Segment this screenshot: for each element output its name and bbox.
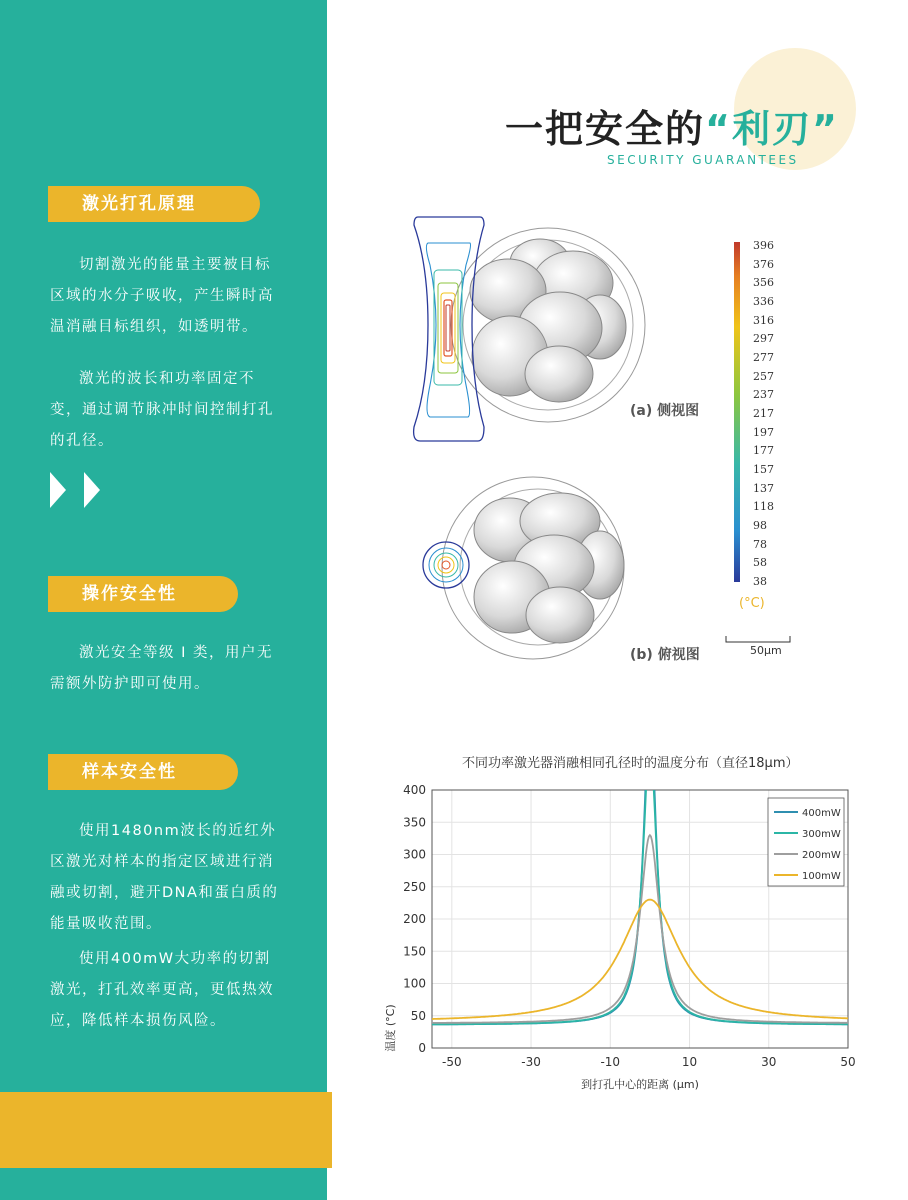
section-heading-sample: 样本安全性 — [48, 754, 238, 790]
colorbar-tick-label: 38 — [753, 575, 767, 588]
colorbar-tick-label: 297 — [753, 332, 774, 346]
y-tick-label: 200 — [403, 912, 426, 926]
x-tick-label: 50 — [840, 1055, 856, 1069]
colorbar-unit: (°C) — [739, 596, 765, 611]
colorbar-tick-label: 137 — [753, 481, 774, 495]
y-tick-label: 350 — [403, 815, 426, 830]
colorbar-tick-label: 78 — [753, 537, 767, 551]
legend-label: 100mW — [802, 871, 841, 882]
colorbar-tick-label: 237 — [753, 388, 774, 402]
y-tick-label: 50 — [410, 1008, 426, 1023]
colorbar-tick-label: 257 — [753, 369, 774, 383]
y-tick-label: 300 — [403, 847, 426, 862]
chart-title: 不同功率激光器消融相同孔径时的温度分布（直径18μm） — [462, 756, 799, 771]
temperature-colorbar — [732, 240, 746, 585]
page-title — [505, 98, 839, 153]
caption-side-view: (a) 侧视图 — [630, 403, 700, 419]
title-highlight: “利刃” — [705, 107, 839, 151]
colorbar-tick-label: 217 — [753, 407, 774, 420]
page-subtitle: SECURITY GUARANTEES — [607, 153, 799, 167]
x-axis-label: 到打孔中心的距离 (μm) — [581, 1078, 699, 1091]
colorbar-tick-label: 356 — [753, 276, 774, 290]
x-tick-label: -50 — [442, 1055, 462, 1069]
x-tick-label: 10 — [681, 1055, 698, 1069]
side-view-embryo — [451, 228, 645, 422]
operation-paragraph: 激光安全等级 I 类，用户无需额外防护即可使用。 — [50, 645, 273, 692]
legend-label: 200mW — [802, 850, 841, 861]
y-tick-label: 250 — [403, 879, 426, 894]
y-axis-label: 温度 (°C) — [384, 1004, 397, 1052]
colorbar-tick-label: 177 — [753, 444, 774, 458]
colorbar-tick-label: 396 — [753, 239, 774, 252]
double-arrow-icon — [50, 472, 110, 508]
sample-paragraph-1: 使用1480nm波长的近红外区激光对样本的指定区域进行消融或切割，避开DNA和蛋白质的能量吸收范围。 — [50, 823, 279, 932]
colorbar-tick-label: 376 — [753, 257, 774, 271]
colorbar-tick-label: 58 — [753, 556, 767, 570]
sample-paragraph-2: 使用400mW大功率的切割激光，打孔效率更高，更低热效应，降低样本损伤风险。 — [50, 951, 274, 1029]
colorbar-tick-label: 118 — [753, 500, 774, 514]
section-heading-operation: 操作安全性 — [48, 576, 238, 612]
caption-top-view: (b) 俯视图 — [630, 647, 700, 663]
footer-band — [0, 1092, 332, 1168]
legend-label: 300mW — [802, 829, 841, 840]
colorbar-tick-label: 277 — [753, 351, 774, 364]
colorbar-tick-label: 197 — [753, 425, 774, 439]
principle-paragraph-1: 切割激光的能量主要被目标区域的水分子吸收，产生瞬时高温消融目标组织，如透明带。 — [50, 257, 274, 335]
colorbar-tick-label: 157 — [753, 463, 774, 476]
x-tick-label: -30 — [521, 1055, 541, 1069]
y-tick-label: 100 — [403, 976, 426, 991]
y-tick-label: 400 — [403, 783, 426, 797]
simulation-figure — [400, 205, 730, 665]
colorbar-tick-label: 98 — [753, 519, 767, 532]
scale-bar — [724, 634, 794, 644]
section-heading-principle: 激光打孔原理 — [48, 186, 260, 222]
colorbar-tick-label: 336 — [753, 295, 774, 308]
title-prefix: 一把安全的 — [505, 107, 706, 151]
legend-label: 400mW — [802, 808, 841, 819]
principle-paragraph-2: 激光的波长和功率固定不变，通过调节脉冲时间控制打孔的孔径。 — [50, 371, 274, 449]
x-tick-label: -10 — [600, 1055, 621, 1069]
x-tick-label: 30 — [761, 1055, 777, 1069]
scale-bar-label: 50μm — [750, 644, 782, 657]
y-tick-label: 0 — [418, 1041, 426, 1055]
colorbar-tick-label: 316 — [753, 313, 774, 327]
y-tick-label: 150 — [403, 944, 426, 959]
temperature-line-chart — [380, 775, 860, 1100]
